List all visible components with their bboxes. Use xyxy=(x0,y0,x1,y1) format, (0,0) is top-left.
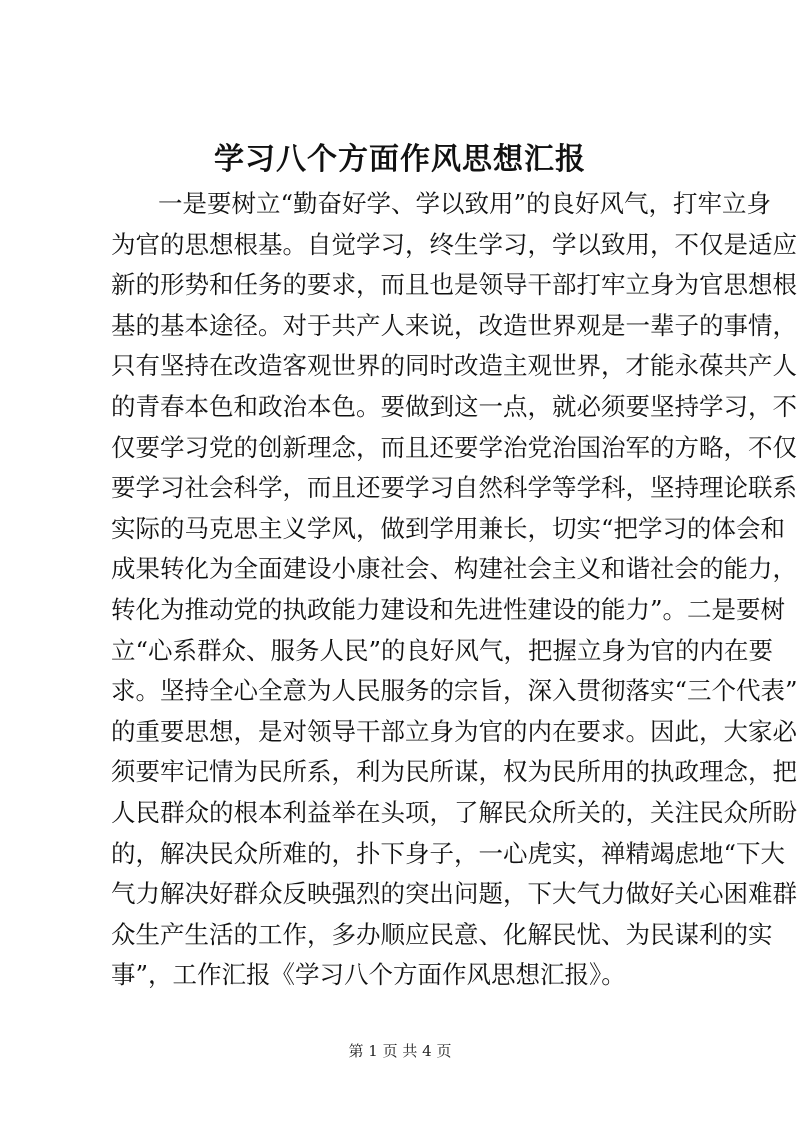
page-footer: 第 1 页 共 4 页 xyxy=(348,1042,452,1060)
paragraph-line: 求。坚持全心全意为人民服务的宗旨，深入贯彻落实“三个代表” xyxy=(111,676,798,706)
paragraph-line: 须要牢记情为民所系，利为民所谋，权为民所用的执政理念，把 xyxy=(111,757,797,787)
paragraph-line: 的青春本色和政治本色。要做到这一点，就必须要坚持学习，不 xyxy=(111,392,797,421)
paragraph-line: 基的基本途径。对于共产人来说，改造世界观是一辈子的事情， xyxy=(111,310,797,340)
paragraph-line: 仅要学习党的创新理念，而且还要学治党治国治军的方略，不仅 xyxy=(111,432,797,462)
paragraph-line: 立“心系群众、服务人民”的良好风气，把握立身为官的内在要 xyxy=(111,635,774,665)
paragraph-line: 的，解决民众所难的，扑下身子，一心虎实，禅精竭虑地“下大 xyxy=(111,838,786,868)
document-title: 学习八个方面作风思想汇报 xyxy=(214,142,586,177)
paragraph-line: 的重要思想，是对领导干部立身为官的内在要求。因此，大家必 xyxy=(111,716,797,746)
paragraph-line: 为官的思想根基。自觉学习，终生学习，学以致用，不仅是适应 xyxy=(111,229,797,259)
paragraph-line: 实际的马克思主义学风，做到学用兼长，切实“把学习的体会和 xyxy=(111,513,786,543)
paragraph-line: 新的形势和任务的要求，而且也是领导干部打牢立身为官思想根 xyxy=(111,270,797,300)
paragraph-line: 一是要树立“勤奋好学、学以致用”的良好风气，打牢立身 xyxy=(158,189,772,218)
paragraph-line: 人民群众的根本利益举在头项，了解民众所关的，关注民众所盼 xyxy=(111,798,797,827)
paragraph-line: 只有坚持在改造客观世界的同时改造主观世界，才能永葆共产人 xyxy=(111,351,797,381)
paragraph-line: 气力解决好群众反映强烈的突出问题，下大气力做好关心困难群 xyxy=(111,879,797,909)
paragraph-line: 转化为推动党的执政能力建设和先进性建设的能力”。二是要树 xyxy=(111,595,786,624)
paragraph-line: 要学习社会科学，而且还要学习自然科学等学科，坚持理论联系 xyxy=(111,473,797,503)
paragraph-line: 众生产生活的工作，多办顺应民意、化解民忧、为民谋利的实 xyxy=(111,919,773,949)
paragraph-line: 事”，工作汇报《学习八个方面作风思想汇报》。 xyxy=(111,960,626,990)
paragraph-line: 成果转化为全面建设小康社会、构建社会主义和谐社会的能力， xyxy=(111,554,797,584)
